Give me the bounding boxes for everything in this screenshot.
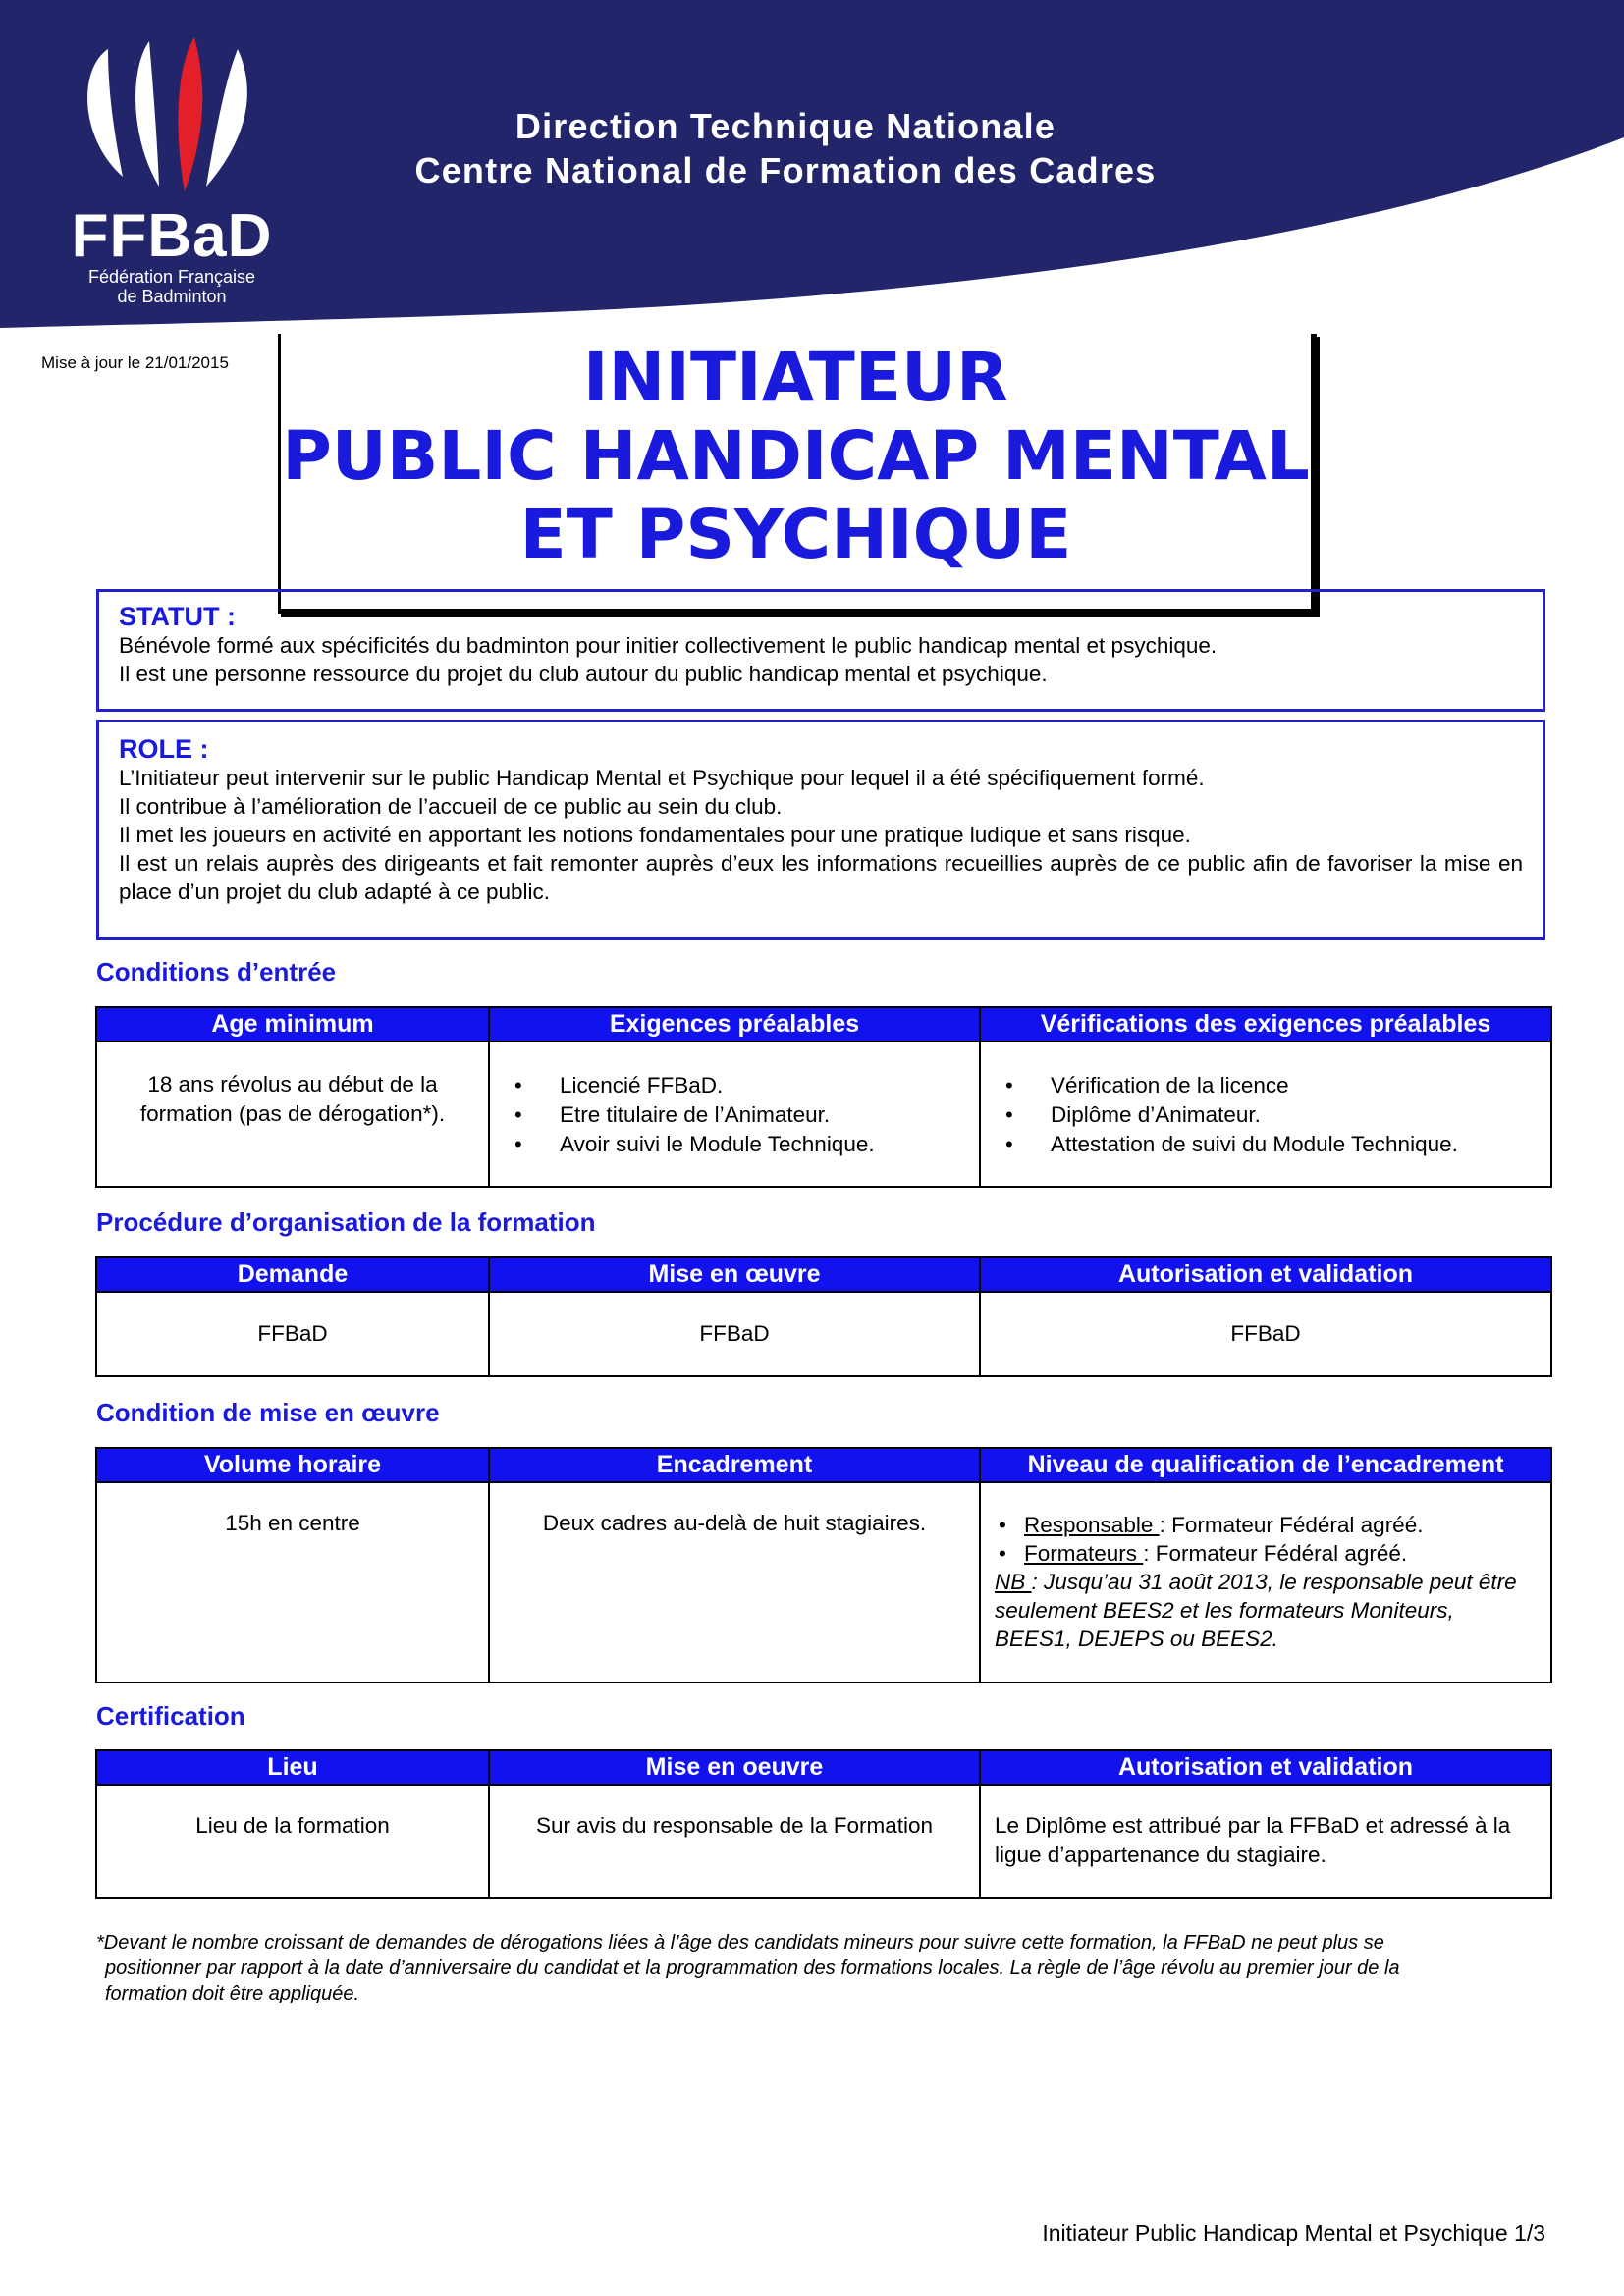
age-cell: 18 ans révolus au début de la formation (pas de dérogation*). (96, 1041, 489, 1187)
logo-text (69, 202, 275, 306)
mise-en-oeuvre-table (95, 1447, 1552, 1683)
header-title-line2: Centre National de Formation des Cadres (414, 150, 1157, 190)
table-row (96, 1785, 1551, 1898)
lieu-cell: Lieu de la formation (96, 1785, 489, 1898)
table-row (96, 1482, 1551, 1682)
qualif-label: Responsable (1024, 1513, 1160, 1537)
qualif-label: Formateurs (1024, 1541, 1144, 1566)
table-header-row (96, 1257, 1551, 1292)
table-cell: FFBaD (96, 1292, 489, 1376)
role-line: L’Initiateur peut intervenir sur le public Handicap Mental et Psychique pour lequel il a été spécifiquement formé. (119, 766, 1205, 790)
footnote (96, 1930, 1549, 2006)
footnote-line: *Devant le nombre croissant de demandes de dérogations liées à l’âge des candidats mineurs pour suivre cette formation, la FFBaD ne peut plus se (96, 1932, 1384, 1953)
qualification-cell (980, 1482, 1551, 1682)
mise-cell: Sur avis du responsable de la Formation (489, 1785, 980, 1898)
header-title-line1: Direction Technique Nationale (514, 106, 1056, 146)
statut-box (96, 589, 1545, 712)
qualification-list (995, 1511, 1531, 1568)
column-header: Lieu (96, 1750, 489, 1785)
list-item: • Etre titulaire de l’Animateur. (491, 1100, 978, 1130)
autorisation-cell: Le Diplôme est attribué par la FFBaD et adressé à la ligue d’appartenance du stagiaire. (980, 1785, 1551, 1898)
verifications-list (982, 1071, 1549, 1159)
procedure-table (95, 1256, 1552, 1377)
role-box (96, 720, 1545, 940)
document-title (278, 339, 1314, 574)
logo-federation-line1: Fédération Française (87, 267, 256, 287)
column-header: Exigences préalables (489, 1007, 980, 1041)
role-title: ROLE : (119, 734, 209, 764)
table-cell: FFBaD (489, 1292, 980, 1376)
list-item (995, 1511, 1531, 1539)
list-item (995, 1539, 1531, 1568)
list-item: • Avoir suivi le Module Technique. (491, 1130, 978, 1159)
column-header: Mise en œuvre (489, 1257, 980, 1292)
mise-en-oeuvre-heading: Condition de mise en œuvre (96, 1398, 440, 1427)
title-line1: INITIATEUR (582, 339, 1009, 417)
column-header: Autorisation et validation (980, 1257, 1551, 1292)
qualif-text: : Formateur Fédéral agréé. (1159, 1513, 1424, 1537)
table-row (96, 1041, 1551, 1187)
column-header: Autorisation et validation (980, 1750, 1551, 1785)
qualif-text: : Formateur Fédéral agréé. (1143, 1541, 1408, 1566)
column-header: Encadrement (489, 1448, 980, 1482)
footnote-line: positionner par rapport à la date d’anniversaire du candidat et la programmation des formations locales. La règle de l’âge révolu au premier jour de la (105, 1957, 1400, 1979)
page-footer: Initiateur Public Handicap Mental et Psychique 1/3 (1042, 2220, 1545, 2246)
statut-title: STATUT : (119, 602, 236, 631)
exigences-list (491, 1071, 978, 1159)
column-header: Niveau de qualification de l’encadrement (980, 1448, 1551, 1482)
list-item: • Attestation de suivi du Module Technique. (982, 1130, 1549, 1159)
statut-line: Bénévole formé aux spécificités du badminton pour initier collectivement le public handicap mental et psychique. (119, 633, 1218, 658)
exigences-cell (489, 1041, 980, 1187)
table-header-row (96, 1448, 1551, 1482)
role-line: Il met les joueurs en activité en apportant les notions fondamentales pour une pratique ludique et sans risque. (119, 823, 1191, 847)
certification-heading: Certification (96, 1701, 245, 1731)
table-header-row (96, 1750, 1551, 1785)
certification-table (95, 1749, 1552, 1899)
role-line: Il est un relais auprès des dirigeants et fait remonter auprès d’eux les informations recueillies auprès de ce public afin de favoriser la mise en place d’un projet du club adapté à ce public. (119, 851, 1523, 904)
column-header: Volume horaire (96, 1448, 489, 1482)
volume-cell: 15h en centre (96, 1482, 489, 1682)
column-header: Demande (96, 1257, 489, 1292)
update-note: Mise à jour le 21/01/2015 (41, 353, 229, 372)
procedure-heading: Procédure d’organisation de la formation (96, 1207, 596, 1237)
column-header: Age minimum (96, 1007, 489, 1041)
nb-note (995, 1568, 1531, 1653)
logo-brand: FFBaD (71, 202, 273, 270)
title-line2: PUBLIC HANDICAP MENTAL (282, 417, 1310, 496)
table-header-row (96, 1007, 1551, 1041)
logo-federation-line2: de Badminton (117, 287, 227, 306)
footnote-line: formation doit être appliquée. (105, 1983, 360, 2004)
header-title (353, 104, 1218, 192)
conditions-table (95, 1006, 1552, 1188)
encadrement-cell: Deux cadres au-delà de huit stagiaires. (489, 1482, 980, 1682)
list-item: • Vérification de la licence (982, 1071, 1549, 1100)
list-item: • Diplôme d’Animateur. (982, 1100, 1549, 1130)
list-item: • Licencié FFBaD. (491, 1071, 978, 1100)
table-cell: FFBaD (980, 1292, 1551, 1376)
conditions-heading: Conditions d’entrée (96, 957, 337, 987)
nb-text: : Jusqu’au 31 août 2013, le responsable peut être seulement BEES2 et les formateurs Moniteurs, BEES1, DEJEPS ou BEES2. (995, 1570, 1517, 1651)
table-row (96, 1292, 1551, 1376)
column-header: Mise en oeuvre (489, 1750, 980, 1785)
shuttlecock-feathers-icon (69, 29, 285, 206)
role-line: Il contribue à l’amélioration de l’accueil de ce public au sein du club. (119, 794, 783, 819)
title-line3: ET PSYCHIQUE (519, 496, 1072, 574)
statut-line: Il est une personne ressource du projet du club autour du public handicap mental et psychique. (119, 662, 1048, 686)
nb-label: NB (995, 1570, 1032, 1594)
column-header: Vérifications des exigences préalables (980, 1007, 1551, 1041)
verifications-cell (980, 1041, 1551, 1187)
